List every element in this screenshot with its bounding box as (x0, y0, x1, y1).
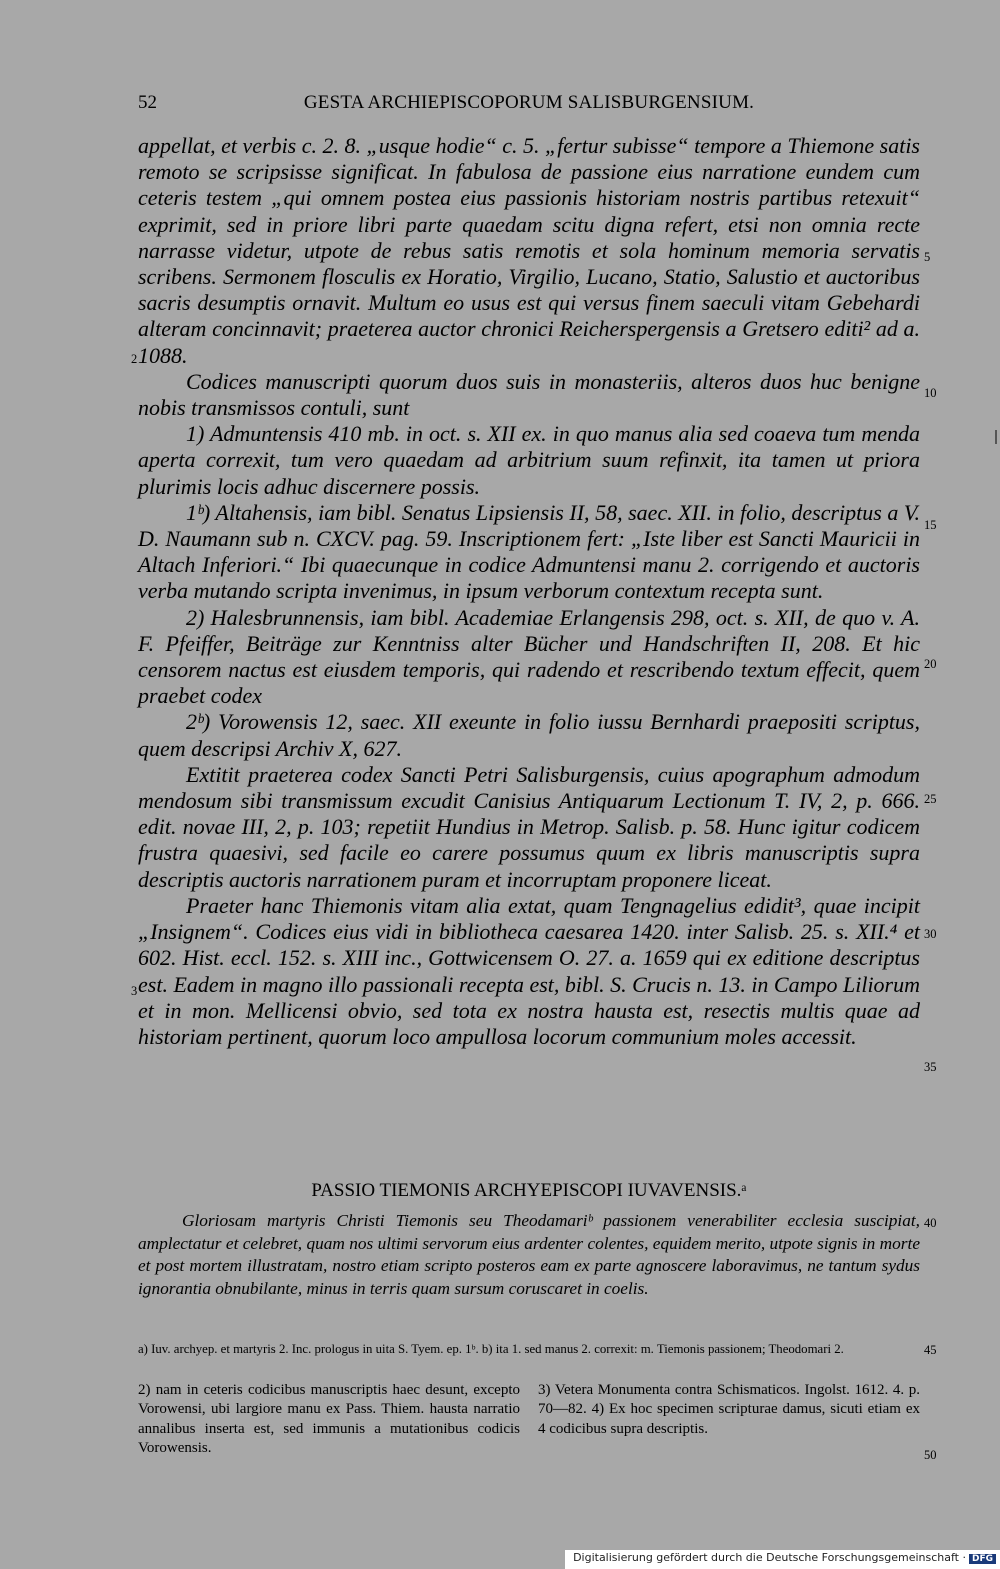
paragraph: Codices manuscripti quorum duos suis in monasteriis, alteros duos huc benigne nobis transmissos contuli, sunt (138, 368, 920, 421)
line-number: 15 (924, 518, 937, 532)
footnote-right: 3) Vetera Monumenta contra Schismaticos. Ingolst. 1612. 4. p. 70—82. 4) Ex hoc specimen scripturae damus, sicuti etiam ex 4 codicibus supra descriptis. (538, 1382, 920, 1437)
line-number: 45 (924, 1343, 937, 1357)
margin-note: 2 (131, 352, 138, 366)
prologue-text: Gloriosam martyris Christi Tiemonis seu Theodamariᵇ passionem venerabiliter ecclesia suscipiat, amplectatur et celebret, quam nos ultimi servorum eius ardenter colentes, equidem merito, utpote signis in morte et post mortem illustratam, nostro etiam scripto posteros eam ex parte agnoscere laboravimus, ne tantum sydus ignorantia obnubilante, minus in terris quam sursum coruscaret in coelis. (138, 1211, 920, 1298)
line-number: 5 (924, 250, 931, 264)
section-title: PASSIO TIEMONIS ARCHYEPISCOPI IUVAVENSIS.ᵃ (311, 1180, 747, 1201)
line-number: 40 (924, 1216, 937, 1230)
footer-text: Digitalisierung gefördert durch die Deutsche Forschungsgemeinschaft · (573, 1551, 966, 1564)
paragraph: Extitit praeterea codex Sancti Petri Salisburgensis, cuius apographum admodum mendosum sibi transmissum excudit Canisius Antiquarum Lectionum T. IV, 2, p. 666. edit. novae III, 2, p. 103; repetiit Hundius in Metrop. Salisb. p. 58. Hunc igitur codicem frustra quaesivi, sed facile eo carere possumus quum ex libris manuscriptis supra descriptis auctoris narrationem puram et incorruptam proponere liceat. (138, 761, 920, 892)
line-number: 20 (924, 657, 937, 671)
paragraph: Praeter hanc Thiemonis vitam alia extat, quam Tengnagelius edidit³, quae incipit „Insignem“. Codices eius vidi in bibliotheca caesarea 1420. inter Salisb. 25. s. XII.⁴ et 602. Hist. eccl. 152. s. XIII inc., Gottwicensem O. 27. a. 1659 qui ex editione descriptus est. Eadem in magno illo passionali recepta est, bibl. S. Crucis n. 13. in Campo Liliorum et in mon. Mellicensi obvio, sed tota ex nostra hausta est, resectis multis quae ad historiam pertinent, quorum loco ampullosa locorum communium moles accessit. (138, 892, 921, 1049)
dfg-logo-icon: DFG (969, 1554, 996, 1564)
scan-edge-mark (995, 430, 997, 444)
footnote-variants: a) Iuv. archyep. et martyris 2. Inc. prologus in uita S. Tyem. ep. 1ᵇ. b) ita 1. sed manus 2. correxit: m. Tiemonis passionem; Theodomari 2. (138, 1342, 844, 1356)
paragraph: 2ᵇ) Vorowensis 12, saec. XII exeunte in folio iussu Bernhardi praepositi scriptus, quem descripsi Archiv X, 627. (138, 709, 920, 761)
paragraph: 1) Admuntensis 410 mb. in oct. s. XII ex. in quo manus alia sed coaeva tum menda aperta correxit, tum vero quaedam ad arbitrium suum refinxit, ita tamen ut priora plurimis locis adhuc discernere possis. (138, 421, 920, 499)
prologue (138, 1210, 920, 1300)
paragraph: 1ᵇ) Altahensis, iam bibl. Senatus Lipsiensis II, 58, saec. XII. in folio, descriptus a V. D. Naumann sub n. CXCV. pag. 59. Inscriptionem fert: „Iste liber est Sancti Mauricii in Altach Inferiori.“ Ibi quaecunque in codice Admuntensi manu 2. corrigendo et auctoris verba mutando scripta invenimus, in ipsum verborum contextum recepta sunt. (138, 499, 920, 604)
line-number: 25 (924, 792, 937, 806)
paragraph: appellat, et verbis c. 2. 8. „usque hodie“ c. 5. „fertur subisse“ tempore a Thiemone satis remoto se scripsisse significat. In fabulosa de passione eius narratione eundem cum ceteris testem „qui omnem postea eius passionis historiam nostris partibus retexuit“ exprimit, sed in priore libri parte quaedam scitu digna refert, etsi non omnia recte narrasse videtur, utpote de rebus satis remotis et sola hominum memoria servatis scribens. Sermonem flosculis ex Horatio, Virgilio, Lucano, Statio, Salustio et auctoribus sacris desumptis ornavit. Multum eo usus est qui versus finem saeculi vitam Gebehardi alteram concinnavit; praeterea auctor chronici Reicherspergensis a Gretsero editi² ad a. 1088. (138, 133, 920, 368)
paragraph: 2) Halesbrunnensis, iam bibl. Academiae Erlangensis 298, oct. s. XII, de quo v. A. F. Pfeiffer, Beiträge zur Kenntniss alter Bücher und Handschriften II, 208. Et hic censorem nactus est eiusdem temporis, qui radendo et rescribendo textum effecit, quem praebet codex (138, 604, 920, 709)
line-number: 10 (924, 386, 937, 400)
line-number: 30 (924, 927, 937, 941)
margin-note: 3 (131, 984, 138, 998)
funding-footer (565, 1550, 1000, 1569)
footnote-left: 2) nam in ceteris codicibus manuscriptis haec desunt, excepto Vorowensi, ubi largiore manu ex Pass. Thiem. hausta narratio annalibus inserta est, sed immunis a mutationibus codicis Vorowensis. (138, 1382, 520, 1457)
line-number: 35 (924, 1060, 937, 1074)
line-number: 50 (924, 1448, 937, 1462)
running-head (138, 92, 920, 120)
running-title: GESTA ARCHIEPISCOPORUM SALISBURGENSIUM. (303, 92, 755, 113)
page-number: 52 (138, 92, 157, 113)
main-text (138, 133, 920, 1050)
